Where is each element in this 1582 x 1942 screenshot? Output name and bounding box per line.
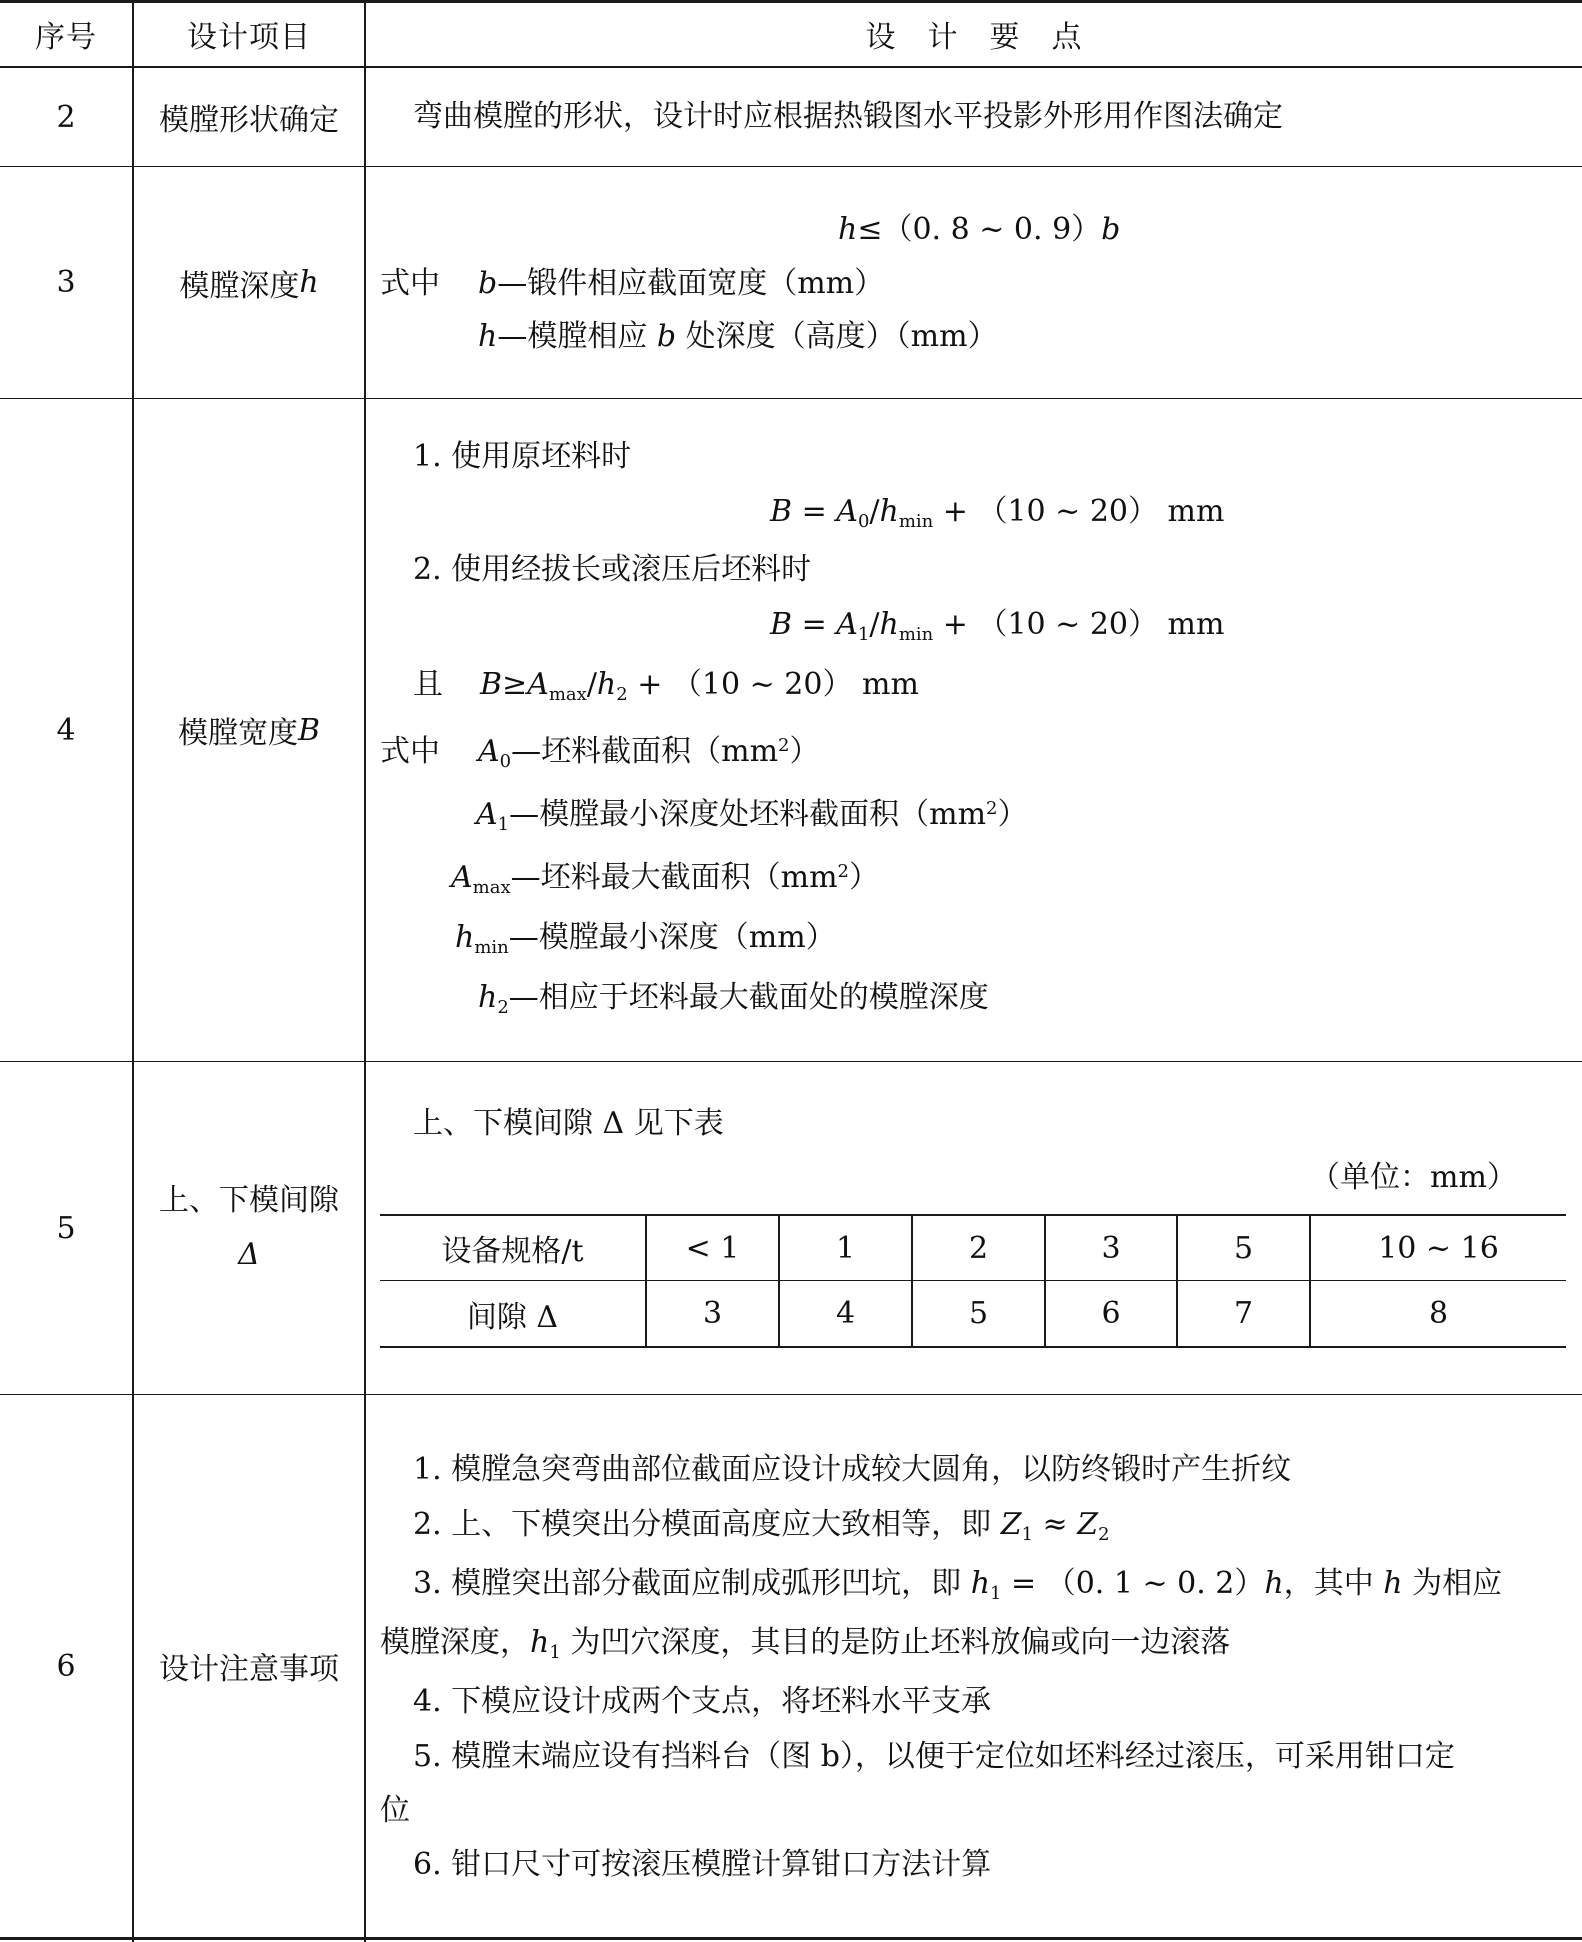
row5-unit: （单位：mm）	[1310, 1160, 1517, 1195]
gap-header-cell: 1	[835, 1230, 856, 1266]
row4-and: 且	[413, 667, 443, 702]
gap-header-cell: 2	[968, 1230, 989, 1266]
gap-value-cell: 7	[1233, 1296, 1254, 1331]
row6-note1: 1. 模膛急突弯曲部位截面应设计成较大圆角，以防终锻时产生折纹	[413, 1452, 1292, 1487]
row4-step1: 1. 使用原坯料时	[413, 439, 632, 474]
row5-item-line1: 上、下模间隙	[159, 1183, 339, 1218]
rule-bottom	[0, 1937, 1582, 1940]
row6-note3b: 模膛深度，$h_1$ 为凹穴深度，其目的是防止坯料放偏或向一边滚落	[380, 1625, 1231, 1663]
row4-formula1: $B = A_0/h_{min} + (10$ ~ 20） mm	[770, 494, 1225, 532]
gap-header-cell: 设备规格/t	[441, 1234, 584, 1269]
row5-no: 5	[56, 1210, 76, 1246]
row3-no: 3	[56, 265, 76, 300]
row6-no: 6	[56, 1648, 76, 1684]
row2-text: 弯曲模膛的形状，设计时应根据热锻图水平投影外形用作图法确定	[413, 99, 1283, 134]
row4-item-var: B	[297, 712, 321, 748]
gap-header-cell: < 1	[685, 1230, 740, 1266]
col-rule-2	[364, 0, 366, 1942]
row3-formula-range: ≤（0. 8 ~ 0. 9）	[857, 212, 1102, 247]
row6-note5b: 位	[380, 1793, 410, 1828]
row6-note4: 4. 下模应设计成两个支点，将坯料水平支承	[413, 1684, 992, 1719]
row5-item-line2: Δ	[238, 1237, 260, 1272]
row3-formula	[838, 212, 1121, 247]
row3-def-b-desc: —锻件相应截面宽度（mm）	[497, 266, 885, 301]
row4-item-label: 模膛宽度	[177, 716, 298, 751]
gap-header-cell: 3	[1101, 1230, 1121, 1266]
gap-table-rule-bottom	[380, 1346, 1566, 1348]
row3-where: 式中	[380, 266, 440, 301]
row4-where: 式中	[380, 734, 440, 769]
gap-value-cell: 3	[702, 1296, 723, 1331]
gap-table	[380, 1214, 1566, 1348]
header-item: 设计项目	[187, 20, 311, 55]
row4-def-hmin: $h_{min}—$模膛最小深度（mm）	[455, 920, 836, 958]
row6-note6: 6. 钳口尺寸可按滚压模膛计算钳口方法计算	[413, 1847, 992, 1882]
row6-note2: 2. 上、下模突出分模面高度应大致相等，即 $Z_1 \approx Z_2$	[413, 1507, 1110, 1545]
row4-no: 4	[56, 712, 76, 748]
row4-formula3: $B\ge A_{max}/h_2 + (10$ ~ 20） mm	[480, 667, 919, 705]
row2-item: 模膛形状确定	[159, 103, 339, 138]
row3-def-b	[478, 266, 885, 301]
row4-item	[134, 399, 364, 1061]
row5-item	[134, 1062, 364, 1394]
row4-def-h2: $h_2—$相应于坯料最大截面处的模膛深度	[478, 980, 989, 1018]
row5-intro: 上、下模间隙 Δ 见下表	[413, 1106, 724, 1141]
row3-item-var: h	[299, 265, 319, 300]
row3-item-label: 模膛深度	[179, 268, 300, 304]
row4-def-a0: $A_0—$坯料截面积$(mm^2)$	[478, 734, 820, 772]
row4-formula2: $B = A_1/h_{min} + (10$ ~ 20） mm	[770, 607, 1225, 645]
row3-def-h-desc1: —模膛相应	[497, 319, 657, 354]
gap-header-cell: 10 ~ 16	[1378, 1230, 1499, 1266]
header-points: 设 计 要 点	[865, 20, 1083, 55]
row3-formula-b: b	[1101, 212, 1121, 247]
gap-value-cell: 间隙 Δ	[466, 1299, 559, 1335]
gap-value-cell: 4	[835, 1296, 856, 1331]
row3-def-h-b: b	[656, 319, 677, 354]
row4-step2: 2. 使用经拔长或滚压后坯料时	[413, 552, 812, 587]
row6-item: 设计注意事项	[159, 1652, 339, 1687]
row3-item	[134, 167, 364, 398]
row4-def-amax: $A_{max}—$坯料最大截面积$(mm^2)$	[451, 860, 879, 898]
row3-def-h-var: h	[478, 319, 498, 354]
row3-formula-lhs: h	[838, 212, 858, 247]
gap-value-cell: 8	[1428, 1296, 1449, 1331]
header-no: 序号	[35, 20, 97, 55]
row2-no: 2	[56, 99, 76, 135]
row3-def-h	[478, 319, 998, 354]
row4-def-a1: $A_1—$模膛最小深度处坯料截面积$(mm^2)$	[476, 797, 1028, 835]
row6-note5a: 5. 模膛末端应设有挡料台（图 b），以便于定位如坯料经过滚压，可采用钳口定	[413, 1739, 1455, 1774]
row3-def-b-var: b	[478, 266, 498, 301]
row3-def-h-desc2: 处深度（高度）（mm）	[676, 319, 998, 354]
gap-value-cell: 6	[1101, 1296, 1121, 1331]
row6-note3a: 3. 模膛突出部分截面应制成弧形凹坑，即 $h_1 = (0$. 1 ~ 0. 2）h，其中 h 为相应	[413, 1566, 1503, 1604]
gap-header-cell: 5	[1233, 1230, 1254, 1266]
gap-value-cell: 5	[968, 1296, 989, 1331]
